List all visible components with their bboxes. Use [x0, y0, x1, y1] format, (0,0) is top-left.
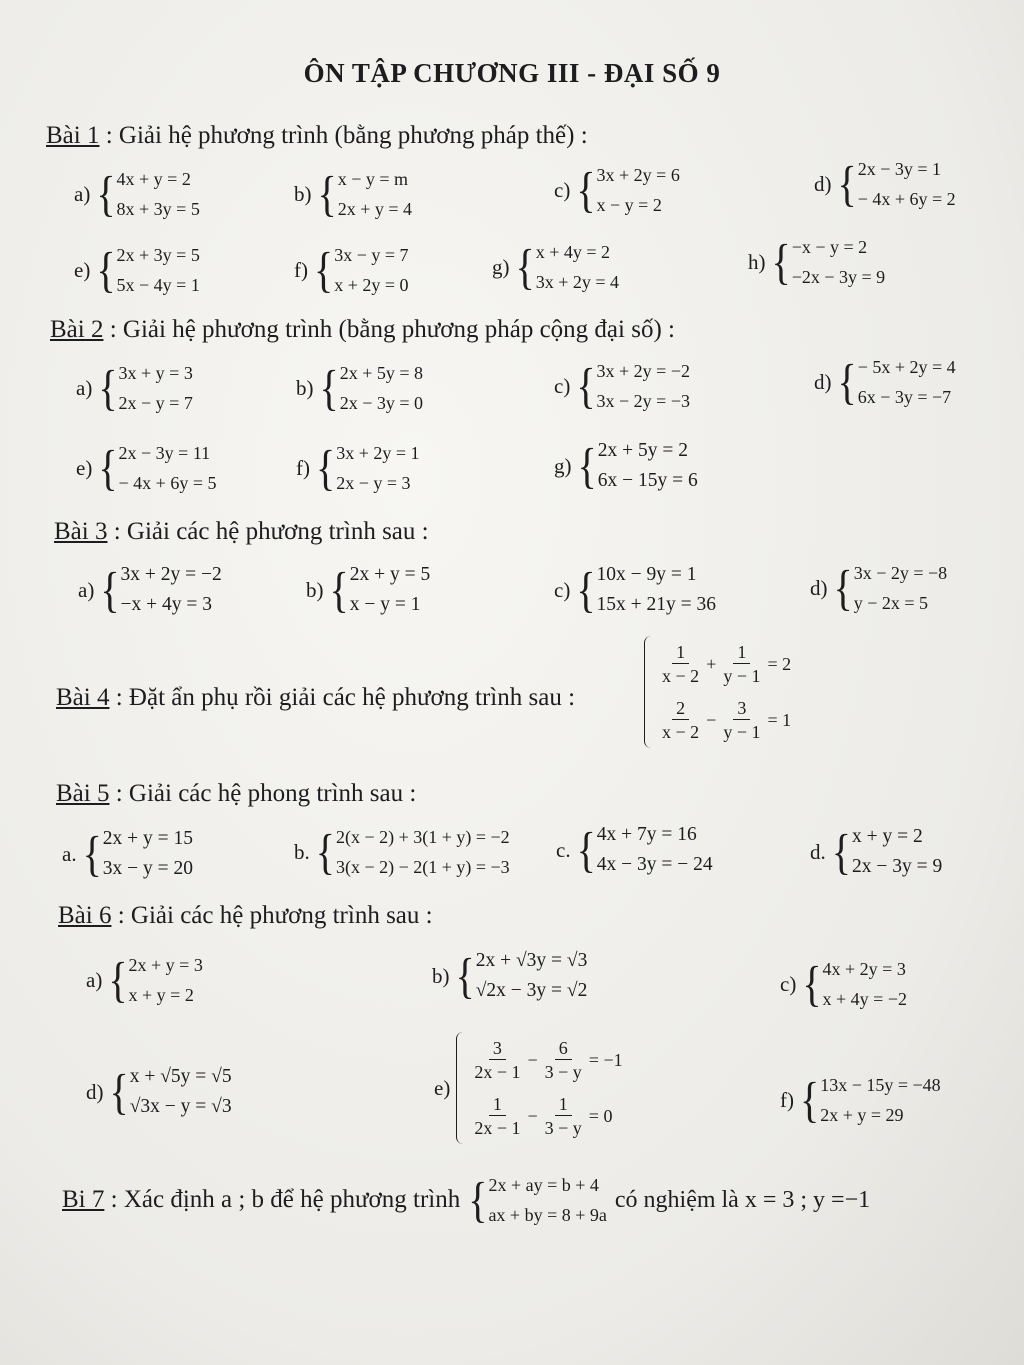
item-letter: a) — [76, 375, 93, 400]
operator: − — [527, 1049, 538, 1070]
item-letter: d) — [814, 369, 832, 394]
eq-line: ax + by = 8 + 9a — [488, 1205, 607, 1225]
item-letter: d) — [814, 171, 832, 196]
bai3-item-c: c) { 10x − 9y = 1 15x + 21y = 36 — [554, 560, 716, 620]
eq-line: 3x + 2y = 1 — [336, 443, 420, 463]
bai4-system — [644, 636, 791, 748]
bai2-item-d: d) { − 5x + 2y = 4 6x − 3y = −7 — [814, 352, 956, 412]
frac-den: 3 − y — [544, 1117, 582, 1138]
eq-line: y − 2x = 5 — [853, 593, 929, 613]
item-letter: b) — [306, 577, 324, 602]
eq-line: 2(x − 2) + 3(1 + y) = −2 — [335, 827, 510, 847]
bai6-label: Bài 6 — [58, 902, 112, 929]
bai4-row2 — [655, 692, 791, 748]
eq-line: −x + 4y = 3 — [120, 594, 213, 615]
rhs: = 2 — [767, 653, 792, 674]
bai3-label: Bài 3 — [54, 518, 108, 545]
bai6-item-d: d) { x + √5y = √5 √3x − y = √3 — [86, 1062, 232, 1122]
eq-line: − 4x + 6y = 2 — [857, 189, 956, 209]
eq-line: 2x + y = 4 — [337, 199, 413, 219]
eq-line: 5x − 4y = 1 — [116, 275, 200, 295]
frac-den: x − 2 — [662, 665, 700, 686]
eq-line: −2x − 3y = 9 — [791, 267, 886, 287]
eq-line: 4x − 3y = − 24 — [596, 854, 713, 875]
eq-line: 3(x − 2) − 2(1 + y) = −3 — [335, 857, 510, 877]
bai1-item-c: c) { 3x + 2y = 6 x − y = 2 — [554, 160, 680, 220]
eq-line: √2x − 3y = √2 — [475, 980, 588, 1001]
bai6-text: : Giải các hệ phương trình sau : — [111, 902, 433, 929]
bai2-item-g: g) { 2x + 5y = 2 6x − 15y = 6 — [554, 436, 698, 496]
eq-line: 2x + y = 3 — [128, 955, 203, 975]
eq-line: 4x + 2y = 3 — [822, 959, 906, 979]
item-letter: a. — [62, 841, 77, 866]
item-letter: f) — [780, 1087, 794, 1112]
frac-num: 1 — [672, 641, 689, 664]
eq-line: 2x + y = 5 — [349, 564, 431, 585]
bai7-tail: có nghiệm là x = 3 ; y =−1 — [614, 1186, 871, 1213]
eq-line: 2x − 3y = 11 — [118, 443, 211, 463]
item-letter: c) — [554, 373, 571, 398]
bai7-line: Bi 7 : Xác định a ; b để hệ phương trình { 2x + ay = b + 4 ax + by = 8 + 9a có nghiệm là x = 3 ; y =−1 — [62, 1170, 870, 1230]
frac-den: y − 1 — [723, 721, 761, 742]
item-letter: g) — [554, 453, 572, 478]
frac-den: x − 2 — [662, 721, 700, 742]
eq-line: 6x − 3y = −7 — [857, 387, 952, 407]
bai1-label: Bài 1 — [46, 122, 100, 149]
item-letter: b) — [294, 181, 312, 206]
eq-line: 3x + 2y = −2 — [596, 361, 690, 381]
item-letter: d. — [810, 839, 826, 864]
bai2-item-f: f) { 3x + 2y = 1 2x − y = 3 — [296, 438, 420, 498]
eq-line: x + 2y = 0 — [334, 275, 409, 295]
bai3-item-d: d) { 3x − 2y = −8 y − 2x = 5 — [810, 558, 947, 618]
bai3-text: : Giải các hệ phương trình sau : — [107, 518, 429, 545]
eq-line: 3x − 2y = −8 — [853, 563, 948, 583]
item-letter: c) — [554, 577, 571, 602]
eq-line: − 4x + 6y = 5 — [118, 473, 217, 493]
eq-line: 3x − y = 7 — [334, 245, 409, 265]
bai1-item-g: g) { x + 4y = 2 3x + 2y = 4 — [492, 237, 619, 297]
bai2-heading — [50, 316, 675, 344]
item-letter: d) — [86, 1079, 104, 1104]
bai5-item-d: d. { x + y = 2 2x − 3y = 9 — [810, 822, 942, 882]
eq-line: 2x + 5y = 8 — [339, 363, 424, 383]
item-letter: a) — [78, 577, 95, 602]
item-letter: h) — [748, 249, 766, 274]
operator: − — [527, 1105, 538, 1126]
eq-line: 6x − 15y = 6 — [597, 470, 698, 491]
bai5-label: Bài 5 — [56, 780, 110, 807]
rhs: = 1 — [767, 709, 792, 730]
bai5-item-b: b. { 2(x − 2) + 3(1 + y) = −2 3(x − 2) − 2(1 + y) = −3 — [294, 822, 510, 882]
bai6-item-e — [434, 1032, 623, 1144]
bai6-heading — [58, 902, 433, 930]
page-title: ÔN TẬP CHƯƠNG III - ĐẠI SỐ 9 — [303, 58, 721, 88]
item-letter: e) — [76, 455, 93, 480]
item-letter: a) — [74, 181, 91, 206]
eq-line: 3x + 2y = 4 — [535, 272, 620, 292]
eq-line: 2x + √3y = √3 — [475, 950, 588, 971]
eq-line: 3x + 2y = 6 — [596, 165, 680, 185]
eq-line: 2x + 3y = 5 — [116, 245, 200, 265]
eq-line: 2x − 3y = 9 — [851, 856, 943, 877]
brace-shape — [456, 1032, 463, 1144]
bai6-item-c: c) { 4x + 2y = 3 x + 4y = −2 — [780, 954, 907, 1014]
item-letter: e) — [434, 1075, 451, 1100]
eq-line: 2x − 3y = 0 — [339, 393, 424, 413]
bai6e-row2 — [467, 1088, 622, 1144]
eq-line: x + y = 2 — [128, 985, 194, 1005]
frac-num: 1 — [489, 1093, 506, 1116]
eq-line: 2x + ay = b + 4 — [488, 1175, 599, 1195]
bai7-label: Bi 7 — [62, 1186, 105, 1213]
eq-line: 13x − 15y = −48 — [820, 1075, 941, 1095]
eq-line: 8x + 3y = 5 — [116, 199, 200, 219]
frac-num: 3 — [733, 697, 750, 720]
eq-line: 2x + y = 29 — [820, 1105, 904, 1125]
item-letter: b) — [432, 963, 450, 988]
bai3-heading — [54, 518, 429, 546]
frac-den: y − 1 — [723, 665, 761, 686]
item-letter: g) — [492, 254, 510, 279]
eq-line: 15x + 21y = 36 — [596, 594, 717, 615]
eq-line: 4x + y = 2 — [116, 169, 191, 189]
bai5-text: : Giải các hệ phong trình sau : — [109, 780, 417, 807]
bai5-item-c: c. { 4x + 7y = 16 4x − 3y = − 24 — [556, 820, 713, 880]
item-letter: a) — [86, 967, 103, 992]
item-letter: d) — [810, 575, 828, 600]
bai6e-row1 — [467, 1032, 622, 1088]
eq-line: x − y = 2 — [596, 195, 662, 215]
frac-num: 1 — [555, 1093, 572, 1116]
bai2-item-a: a) { 3x + y = 3 2x − y = 7 — [76, 358, 193, 418]
frac-den: 2x − 1 — [474, 1117, 521, 1138]
eq-line: 2x − y = 3 — [336, 473, 411, 493]
bai4-label: Bài 4 — [56, 684, 110, 711]
eq-line: 4x + 7y = 16 — [596, 824, 697, 845]
eq-line: x − y = m — [337, 169, 409, 189]
eq-line: 3x − 2y = −3 — [596, 391, 690, 411]
item-letter: c) — [780, 971, 797, 996]
bai2-label: Bài 2 — [50, 316, 104, 343]
item-letter: c) — [554, 177, 571, 202]
eq-line: 2x + 5y = 2 — [597, 440, 688, 461]
operator: − — [706, 709, 717, 730]
bai2-item-b: b) { 2x + 5y = 8 2x − 3y = 0 — [296, 358, 423, 418]
bai1-item-a: a) { 4x + y = 2 8x + 3y = 5 — [74, 164, 200, 224]
bai1-item-e: e) { 2x + 3y = 5 5x − 4y = 1 — [74, 240, 200, 300]
bai6-item-b: b) { 2x + √3y = √3 √2x − 3y = √2 — [432, 946, 587, 1006]
eq-line: 2x − y = 7 — [118, 393, 193, 413]
frac-den: 3 − y — [544, 1061, 582, 1082]
bai2-item-c: c) { 3x + 2y = −2 3x − 2y = −3 — [554, 356, 690, 416]
bai6-item-a: a) { 2x + y = 3 x + y = 2 — [86, 950, 203, 1010]
eq-line: − 5x + 2y = 4 — [857, 357, 956, 377]
eq-line: 2x − 3y = 1 — [857, 159, 942, 179]
item-letter: c. — [556, 837, 571, 862]
frac-num: 1 — [733, 641, 750, 664]
eq-line: x − y = 1 — [349, 594, 421, 615]
frac-num: 6 — [555, 1037, 572, 1060]
eq-line: 10x − 9y = 1 — [596, 564, 697, 585]
bai7-heading — [62, 1186, 460, 1214]
bai4-text: : Đặt ẩn phụ rồi giải các hệ phương trình sau : — [109, 684, 576, 711]
eq-line: x + y = 2 — [851, 826, 923, 847]
bai1-text: : Giải hệ phương trình (bằng phương pháp thế) : — [99, 122, 588, 149]
eq-line: x + √5y = √5 — [129, 1066, 232, 1087]
eq-line: 3x + y = 3 — [118, 363, 193, 383]
bai2-item-e: e) { 2x − 3y = 11 − 4x + 6y = 5 — [76, 438, 217, 498]
eq-line: 2x + y = 15 — [102, 828, 194, 849]
item-letter: b. — [294, 839, 310, 864]
bai7-text: : Xác định a ; b để hệ phương trình — [104, 1186, 461, 1213]
frac-num: 2 — [672, 697, 689, 720]
item-letter: b) — [296, 375, 314, 400]
bai4-row1 — [655, 636, 791, 692]
operator: + — [706, 653, 717, 674]
eq-line: x + 4y = 2 — [535, 242, 611, 262]
bai5-heading — [56, 780, 416, 808]
rhs: = 0 — [588, 1105, 613, 1126]
frac-num: 3 — [489, 1037, 506, 1060]
bai1-heading — [46, 122, 588, 150]
bai3-item-a: a) { 3x + 2y = −2 −x + 4y = 3 — [78, 560, 222, 620]
brace-shape — [644, 636, 651, 748]
bai6-item-f: f) { 13x − 15y = −48 2x + y = 29 — [780, 1070, 941, 1130]
item-letter: f) — [294, 257, 308, 282]
frac-den: 2x − 1 — [474, 1061, 521, 1082]
bai1-item-h: h) { −x − y = 2 −2x − 3y = 9 — [748, 232, 885, 292]
rhs: = −1 — [588, 1049, 623, 1070]
bai1-item-f: f) { 3x − y = 7 x + 2y = 0 — [294, 240, 409, 300]
eq-line: −x − y = 2 — [791, 237, 868, 257]
bai1-item-d: d) { 2x − 3y = 1 − 4x + 6y = 2 — [814, 154, 956, 214]
bai3-item-b: b) { 2x + y = 5 x − y = 1 — [306, 560, 430, 620]
item-letter: e) — [74, 257, 91, 282]
bai1-item-b: b) { x − y = m 2x + y = 4 — [294, 164, 412, 224]
eq-line: 3x + 2y = −2 — [120, 564, 222, 585]
eq-line: √3x − y = √3 — [129, 1096, 232, 1117]
bai4-heading — [56, 684, 575, 712]
bai5-item-a: a. { 2x + y = 15 3x − y = 20 — [62, 824, 193, 884]
item-letter: f) — [296, 455, 310, 480]
eq-line: x + 4y = −2 — [822, 989, 907, 1009]
eq-line: 3x − y = 20 — [102, 858, 194, 879]
bai2-text: : Giải hệ phương trình (bằng phương pháp cộng đại số) : — [103, 316, 675, 343]
